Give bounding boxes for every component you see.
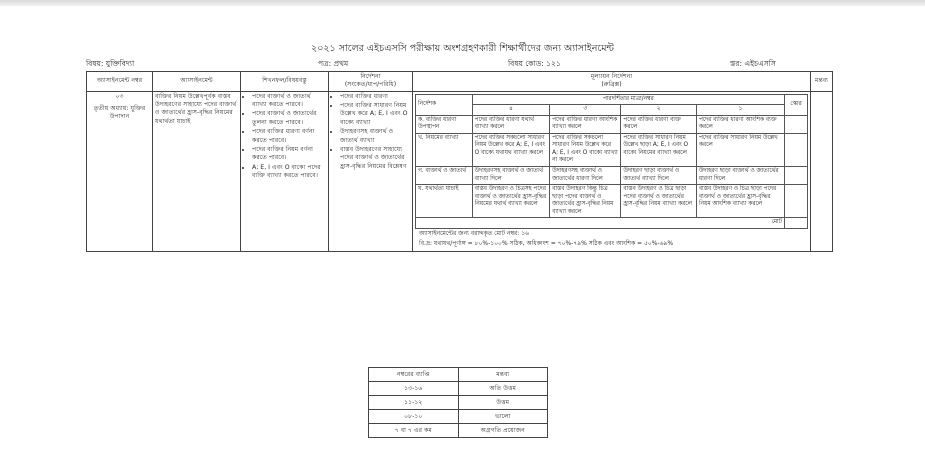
rubric-cell: পদের ব্যক্তির ধারণা ব্যক্ত করলে — [621, 115, 696, 133]
grade-table — [368, 367, 548, 438]
rubric-criteria-header: নির্দেশক — [416, 94, 473, 115]
grade-row — [369, 382, 548, 396]
rubric-level-row — [416, 105, 808, 116]
grade-comment: অগ্রগতি প্রয়োজন — [458, 424, 548, 438]
grade-row — [369, 396, 548, 410]
rubric-cell: পদের ব্যক্তির সাধারণ নিয়ম উল্লেখ করলে — [696, 133, 784, 166]
rubric-score-cell — [784, 166, 807, 184]
assignment-text: ব্যক্তির নিয়ম উল্লেখপূর্বক বাস্তব উদাহরণের সাহায্যে পদের ব্যক্তার্থ ও জাত্যর্থের হ্রাস-বৃদ্ধির নিয়মের যথার্থতা যাচাই — [155, 92, 237, 125]
rubric-header-row — [416, 94, 808, 105]
rubric-row — [416, 133, 808, 166]
rubric-table — [415, 94, 808, 229]
grade-range: ০৮-১০ — [369, 410, 459, 424]
grade-row — [369, 410, 548, 424]
rubric-cell: উদাহরণ ছাড়া ব্যক্তার্থ ও জাত্যর্থের ধারণা দিলে — [696, 166, 784, 184]
grade-range: ১১-১২ — [369, 396, 459, 410]
subject-label: বিষয়: যুক্তিবিদ্যা — [86, 59, 135, 68]
header-evaluation-title: মূল্যায়ন নির্দেশনা — [590, 73, 633, 80]
assignment-table — [86, 71, 833, 252]
grade-comment: উত্তম — [458, 396, 548, 410]
header-assignment-no: অ্যাসাইনমেন্ট নম্বর — [87, 72, 153, 92]
instructions-cell — [329, 91, 413, 251]
rubric-level: ৩ — [550, 105, 621, 116]
chapter-name: তৃতীয় অধ্যায়: যুক্তির উপাদান — [93, 105, 146, 121]
learning-outcome-item: • পদের ব্যক্তির নিয়ম বর্ণনা করতে পারবে। — [252, 146, 326, 163]
instruction-item: • পদের ব্যক্তির ধারণা — [340, 93, 410, 101]
assignment-cell — [153, 91, 241, 251]
grade-row — [369, 424, 548, 438]
rubric-criterion: খ. নিয়মের ব্যাখ্যা — [416, 133, 473, 166]
evaluation-cell — [413, 91, 811, 251]
header-assignment: অ্যাসাইনমেন্ট — [153, 72, 241, 92]
instruction-item: • বাস্তব উদাহরণের সাহায্যে পদের ব্যক্তার্থ ও জাত্যর্থের হ্রাস-বৃদ্ধির নিয়মের বিশ্লেষণ — [340, 146, 410, 171]
total-marks-note: অ্যাসাইনমেন্টের জন্য বরাদ্দকৃত মোট নম্বর: ১৬ — [419, 229, 530, 237]
comments-cell — [811, 91, 833, 251]
rubric-row — [416, 115, 808, 133]
rubric-row — [416, 166, 808, 184]
grade-header-range: নম্বরের ব্যাপ্তি — [369, 368, 459, 382]
assignment-table-header — [87, 72, 833, 92]
header-evaluation-sub: (রুব্রিক্স) — [601, 81, 622, 89]
learning-outcome-item: • পদের ব্যক্তার্থ ও জাত্যর্থ ব্যাখ্যা করতে পারবে। — [252, 93, 326, 110]
learning-outcome-item: • পদের ব্যক্তির ধারণা বর্ণনা করতে পারবে। — [252, 128, 326, 145]
assignment-no-cell — [87, 91, 153, 251]
learning-outcome-cell — [241, 91, 329, 251]
rubric-level: ২ — [621, 105, 696, 116]
rubric-criterion: ঘ. যথার্থতা যাচাই — [416, 185, 473, 218]
learning-outcome-list — [243, 93, 326, 181]
header-learning-outcome: শিখনফল/বিষয়বস্তু — [241, 72, 329, 92]
rubric-cell: পদের ব্যক্তির ধারণা আংশিক ব্যাখ্যা করলে — [550, 115, 621, 133]
header-evaluation — [413, 72, 811, 92]
rubric-score-header: স্কোর — [784, 94, 807, 115]
rubric-cell: পদের ব্যক্তির ধারণা আংশিক ব্যক্ত করলে — [696, 115, 784, 133]
grade-header-comment: মন্তব্য — [458, 368, 548, 382]
assignment-number: ০৩ — [115, 92, 124, 100]
rubric-cell: বাস্তব উদাহরণ ও চিত্র ছাড়া পদের ব্যক্তার্থ ও জাত্যর্থের হ্রাস-বৃদ্ধির নিয়ম ব্যাখ্যা করলে — [621, 185, 696, 218]
grade-range: ৭ বা ৭ এর কম — [369, 424, 459, 438]
rubric-criterion: গ. ব্যক্তার্থ ও জাত্যর্থ — [416, 166, 473, 184]
rubric-score-cell — [784, 133, 807, 166]
rubric-cell: পদের ব্যক্তির সাধারণ নিয়ম উল্লেখ ছাড়া A; E, I এবং O বাক্যে নিয়মের ব্যাখ্যা করলে — [621, 133, 696, 166]
learning-outcome-item: • A; E, I এবং O বাক্যে পদের ব্যক্তি ব্যাখ্যা করতে পারবে। — [252, 164, 326, 181]
header-instructions-title: নির্দেশনা — [360, 73, 381, 80]
rubric-cell: উদাহরণসহ ব্যক্তার্থ ও জাত্যর্থের ধারণা দিলে — [550, 166, 621, 184]
rubric-cell: পদের ব্যক্তির সকচলো সাধারণ নিয়ম উল্লেখ করে A; E, I এবং O বাক্যে ব্যাখ্যা না করলে — [550, 133, 621, 166]
rubric-cell: বাস্তব উদাহরণ কিন্তু চিত্র ছাড়া পদের ব্যক্তার্থ ও জাত্যর্থের হ্রাস-বৃদ্ধির নিয়ম ব্যাখ্যা করলে — [550, 185, 621, 218]
paper-label: পত্র: প্রথম — [318, 59, 349, 68]
rubric-score-cell — [784, 185, 807, 218]
rubric-cell: বাস্তব উদাহরণ ও চিত্র ছাড়া পদের ব্যক্তার্থ ও জাত্যর্থের হ্রাস-বৃদ্ধির নিয়ম আংশিক ব্যাখ্যা করলে — [696, 185, 784, 218]
subject-code-label: বিষয় কোড: ১২১ — [508, 59, 561, 68]
rubric-criterion: ক. ব্যক্তির ধারণা উপস্থাপন — [416, 115, 473, 133]
rubric-total-label: মোট — [416, 218, 785, 229]
rubric-cell: পদের ব্যক্তির ধারণা যথার্থ ব্যাখ্যা করলে — [472, 115, 550, 133]
rubric-total-cell — [784, 218, 807, 229]
rubric-cell: বাস্তব উদাহরণ ও চিত্রসহ পদের ব্যক্তার্থ ও জাত্যর্থের হ্রাস-বৃদ্ধির নিয়মের যথার্থ ব্যাখ্যা করলে — [472, 185, 550, 218]
level-label: স্তর: এইচএসসি — [730, 59, 776, 68]
rubric-cell: উদাহরণ ছাড়া ব্যক্তার্থ ও জাত্যর্থ ব্যাখ্যা দিলে — [621, 166, 696, 184]
rubric-levels-header: পারদর্শিতার মাত্রা/নম্বর — [472, 94, 784, 105]
header-comments: মন্তব্য — [811, 72, 833, 92]
rubric-cell: পদের ব্যক্তির সকচলো সাধারণ নিয়ম উল্লেখ করে A; E, I এবং O বাক্যে যথাযথ ব্যাখ্যা করলে — [472, 133, 550, 166]
rubric-total-row — [416, 218, 808, 229]
grade-table-header — [369, 368, 548, 382]
document-title: ২০২১ সালের এইচএসসি পরীক্ষায় অংশগ্রহণকারী শিক্ষার্থীদের জন্য অ্যাসাইনমেন্ট — [311, 43, 614, 54]
assignment-row — [87, 91, 833, 251]
header-instructions — [329, 72, 413, 92]
rubric-cell: উদাহরণসহ ব্যক্তার্থ ও জাত্যর্থ ব্যাখ্যা দিলে — [472, 166, 550, 184]
header-instructions-sub: (সংকেত/ধাপ/পরিধি) — [344, 81, 397, 89]
grade-comment: অতি উত্তম — [458, 382, 548, 396]
instruction-item: • উদাহরণসহ ব্যক্তার্থ ও জাত্যর্থ ব্যাখ্যা — [340, 128, 410, 145]
learning-outcome-item: • পদের ব্যক্তার্থ ও জাত্যর্থের তুলনা করতে পারবে। — [252, 110, 326, 127]
scan-top-band — [0, 0, 925, 6]
footnote: বি.দ্র: যথাযথ/পূর্ণাঙ্গ = ৮০%-১০০% সঠিক, অধিকাংশ = ৭০%-৭৯% সঠিক এবং আংশিক = ৫০%-৬৯% — [419, 239, 674, 247]
instruction-item: • পদের ব্যক্তির সাধারণ নিয়ম উল্লেখ করে A; E, I এবং O বাক্যে ব্যাখ্যা — [340, 102, 410, 127]
grade-range: ১৩-১৬ — [369, 382, 459, 396]
rubric-level: ১ — [696, 105, 784, 116]
grade-comment: ভালো — [458, 410, 548, 424]
rubric-score-cell — [784, 115, 807, 133]
rubric-level: ৪ — [472, 105, 550, 116]
rubric-row — [416, 185, 808, 218]
instructions-list — [331, 93, 410, 171]
assignment-table-wrapper — [86, 71, 832, 252]
